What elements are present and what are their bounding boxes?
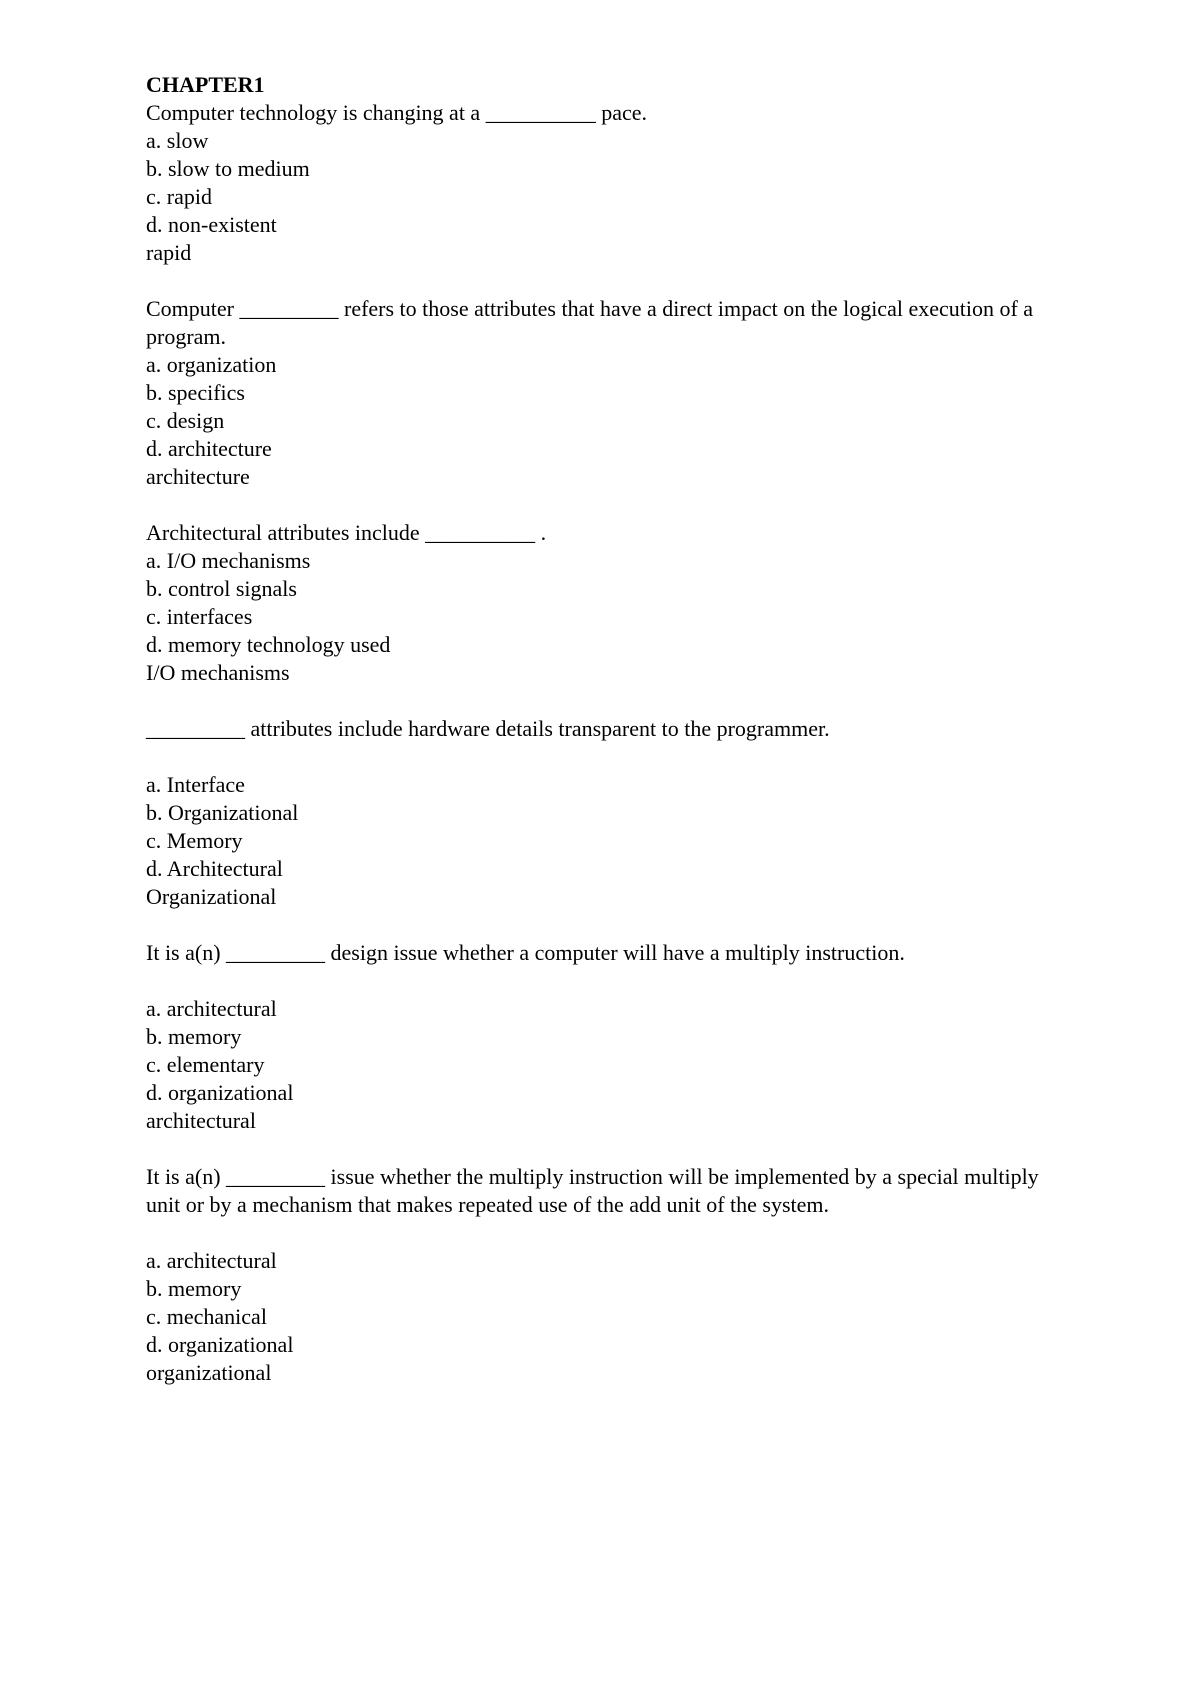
option-5b: b. memory xyxy=(146,1024,242,1049)
option-list-5 xyxy=(146,995,1076,1107)
option-3d: d. memory technology used xyxy=(146,632,391,657)
question-block-5 xyxy=(146,939,1076,1135)
option-list-6 xyxy=(146,1247,1076,1359)
answer-6: organizational xyxy=(146,1360,272,1385)
option-1c: c. rapid xyxy=(146,184,212,209)
option-2d: d. architecture xyxy=(146,436,272,461)
option-3c: c. interfaces xyxy=(146,604,253,629)
answer-2: architecture xyxy=(146,464,250,489)
option-6a: a. architectural xyxy=(146,1248,277,1273)
option-4a: a. Interface xyxy=(146,772,245,797)
option-1d: d. non-existent xyxy=(146,212,277,237)
option-6b: b. memory xyxy=(146,1276,242,1301)
option-1b: b. slow to medium xyxy=(146,156,310,181)
question-block-2 xyxy=(146,295,1076,491)
question-text-2: Computer _________ refers to those attributes that have a direct impact on the logical execution of a program. xyxy=(146,296,1034,349)
option-4b: b. Organizational xyxy=(146,800,299,825)
question-text-5: It is a(n) _________ design issue whether a computer will have a multiply instruction. xyxy=(146,940,905,965)
answer-5: architectural xyxy=(146,1108,256,1133)
answer-3: I/O mechanisms xyxy=(146,660,290,685)
option-5a: a. architectural xyxy=(146,996,277,1021)
option-list-1 xyxy=(146,127,1076,239)
question-text-6: It is a(n) _________ issue whether the multiply instruction will be implemented by a special multiply unit or by a mechanism that makes repeated use of the add unit of the system. xyxy=(146,1164,1039,1217)
question-block-1 xyxy=(146,99,1076,267)
option-list-3 xyxy=(146,547,1076,659)
option-5c: c. elementary xyxy=(146,1052,265,1077)
option-6d: d. organizational xyxy=(146,1332,294,1357)
option-3a: a. I/O mechanisms xyxy=(146,548,311,573)
question-text-1: Computer technology is changing at a __________ pace. xyxy=(146,100,647,125)
option-2c: c. design xyxy=(146,408,225,433)
option-2b: b. specifics xyxy=(146,380,245,405)
option-1a: a. slow xyxy=(146,128,209,153)
question-block-6 xyxy=(146,1163,1076,1387)
option-5d: d. organizational xyxy=(146,1080,294,1105)
question-block-3 xyxy=(146,519,1076,687)
option-4c: c. Memory xyxy=(146,828,243,853)
document-page xyxy=(146,71,1076,1387)
option-3b: b. control signals xyxy=(146,576,297,601)
question-text-3: Architectural attributes include __________ . xyxy=(146,520,547,545)
question-block-4 xyxy=(146,715,1076,911)
chapter-title: CHAPTER1 xyxy=(146,72,265,97)
option-2a: a. organization xyxy=(146,352,277,377)
option-list-2 xyxy=(146,351,1076,463)
option-6c: c. mechanical xyxy=(146,1304,267,1329)
answer-1: rapid xyxy=(146,240,192,265)
option-list-4 xyxy=(146,771,1076,883)
question-text-4: _________ attributes include hardware details transparent to the programmer. xyxy=(146,716,830,741)
answer-4: Organizational xyxy=(146,884,277,909)
option-4d: d. Architectural xyxy=(146,856,283,881)
